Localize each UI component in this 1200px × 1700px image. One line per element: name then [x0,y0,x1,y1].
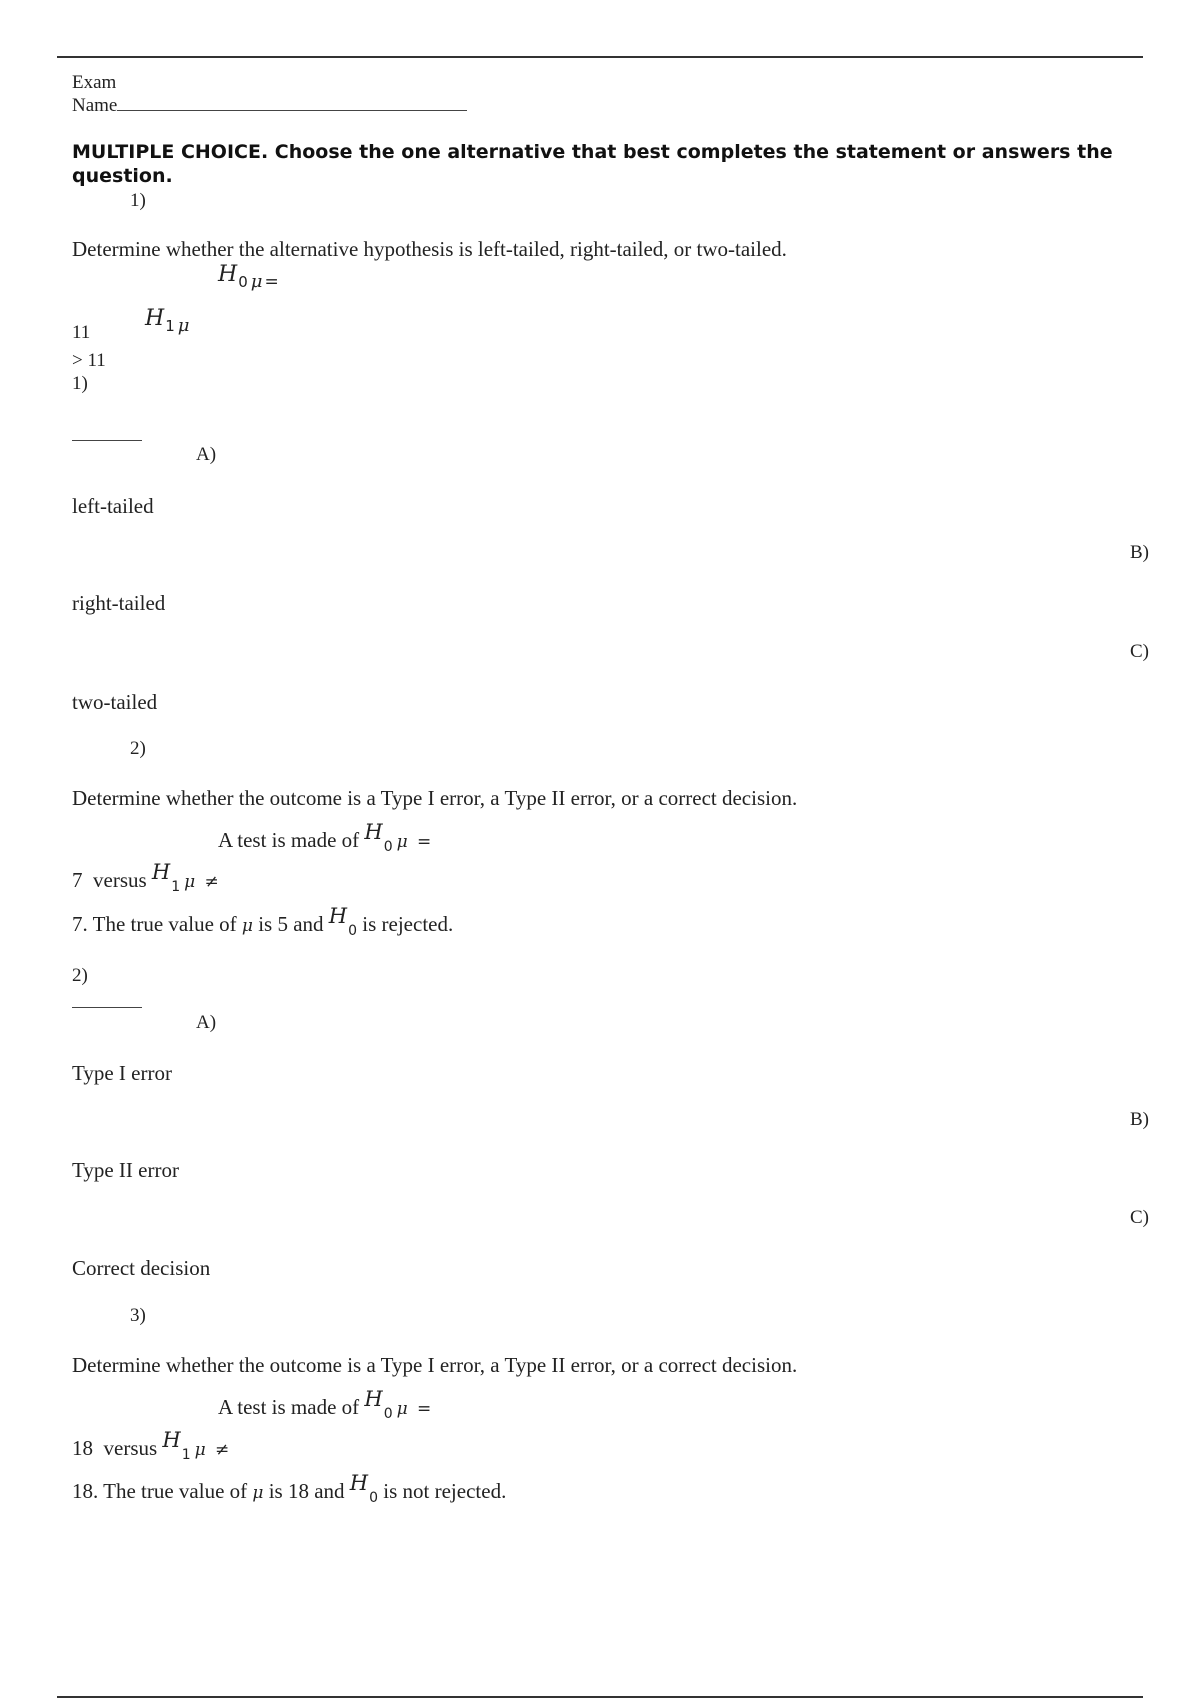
one-subscript: 1 [171,879,181,895]
q2-test-intro: A test is made of [218,828,360,852]
zero-subscript: 0 [369,1490,379,1506]
equals-symbol: = [264,272,279,292]
q3-h0-value: 18 [72,1436,93,1460]
q2-option-b-label: B) [1130,1109,1149,1130]
zero-subscript: 0 [383,839,393,855]
h-symbol: H [364,820,383,844]
q2-answer-blank[interactable] [72,1007,142,1008]
q1-number: 1) [130,190,146,211]
q2-test-line [218,820,432,855]
q1-option-a[interactable]: left-tailed [72,494,154,518]
q1-option-b-label: B) [1130,542,1149,563]
q1-prompt: Determine whether the alternative hypothesis is left-tailed, right-tailed, or two-tailed. [72,237,787,261]
q3-versus: versus [103,1436,158,1460]
q3-versus-line [72,1428,230,1463]
mu-symbol: μ [252,1483,264,1503]
q2-versus: versus [93,868,147,892]
q2-result: is rejected. [362,912,454,936]
h-symbol: H [364,1387,383,1411]
q1-option-a-label: A) [196,444,217,465]
q3-result: is not rejected. [383,1479,507,1503]
q1-option-c[interactable]: two-tailed [72,690,158,714]
h-symbol: H [151,860,171,884]
mu-symbol: μ [250,271,263,292]
zero-subscript: 0 [238,273,248,291]
h-symbol: H [145,306,165,331]
mu-symbol: μ [241,916,253,936]
q3-number: 3) [130,1305,146,1326]
h-symbol: H [328,904,348,928]
q1-h0 [218,262,279,292]
q3-truth-line [72,1471,507,1506]
q3-test-intro: A test is made of [218,1395,360,1419]
not-equal-symbol: ≠ [214,1440,230,1460]
mu-symbol: μ [184,872,196,892]
q2-prompt: Determine whether the outcome is a Type I error, a Type II error, or a correct decision. [72,786,798,810]
q1-repeat-number: 1) [72,373,88,394]
one-subscript: 1 [165,317,175,335]
instructions: MULTIPLE CHOICE. Choose the one alternative that best completes the statement or answers the question. [72,141,1113,187]
h-symbol: H [349,1471,369,1495]
q1-h1 [145,306,190,336]
equals-symbol: = [416,832,432,852]
q1-h1-value: > 11 [72,350,106,371]
q2-h1-value: 7. The true value of [72,912,237,936]
q1-h0-value: 11 [72,322,91,343]
q2-option-c-label: C) [1130,1207,1149,1228]
equals-symbol: = [416,1399,432,1419]
q3-truth-value: is 18 and [268,1479,345,1503]
q3-prompt: Determine whether the outcome is a Type I error, a Type II error, or a correct decision. [72,1353,798,1377]
q2-option-b[interactable]: Type II error [72,1158,179,1182]
bottom-rule [57,1696,1143,1698]
q2-number: 2) [130,738,146,759]
q2-repeat-number: 2) [72,965,88,986]
h-symbol: H [162,1428,181,1452]
q2-truth-value: is 5 and [258,912,324,936]
q2-option-a[interactable]: Type I error [72,1061,172,1085]
q1-answer-blank[interactable] [72,440,142,441]
name-label: Name [72,95,118,116]
mu-symbol: μ [396,832,408,852]
q1-option-b[interactable]: right-tailed [72,591,166,615]
top-rule [57,56,1143,58]
mu-symbol: μ [177,315,190,336]
exam-label: Exam [72,72,117,93]
name-underline [117,110,467,111]
q1-option-c-label: C) [1130,641,1149,662]
q2-versus-line [72,860,219,895]
q2-option-c[interactable]: Correct decision [72,1256,211,1280]
q3-test-line [218,1387,432,1422]
q2-h0-value: 7 [72,868,83,892]
not-equal-symbol: ≠ [204,872,219,892]
zero-subscript: 0 [348,923,358,939]
zero-subscript: 0 [383,1406,393,1422]
mu-symbol: μ [396,1399,408,1419]
mu-symbol: μ [194,1440,206,1460]
h-symbol: H [218,262,238,287]
q2-option-a-label: A) [196,1012,217,1033]
q3-h1-value: 18. The true value of [72,1479,248,1503]
one-subscript: 1 [181,1447,191,1463]
q2-truth-line [72,904,454,939]
name-field[interactable] [72,95,467,117]
